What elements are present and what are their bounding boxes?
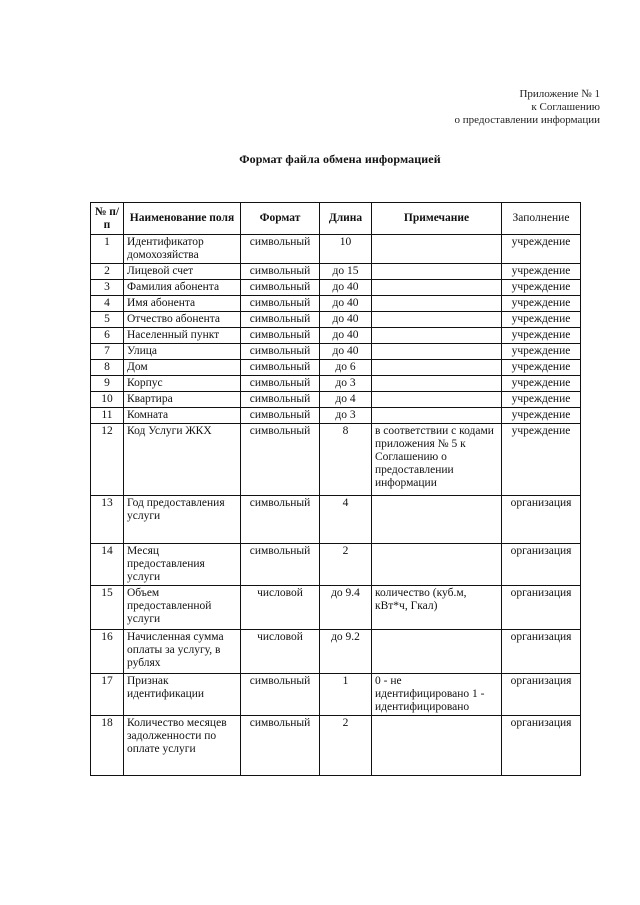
cell-format: числовой xyxy=(241,586,320,630)
cell-format: символьный xyxy=(241,716,320,776)
cell-format: символьный xyxy=(241,496,320,544)
cell-format: символьный xyxy=(241,392,320,408)
cell-num: 5 xyxy=(91,312,124,328)
cell-name: Код Услуги ЖКХ xyxy=(124,424,241,496)
cell-fill: организация xyxy=(502,586,581,630)
cell-name: Год предоставления услуги xyxy=(124,496,241,544)
cell-note xyxy=(372,376,502,392)
table-row xyxy=(91,280,581,296)
cell-length: до 9.4 xyxy=(320,586,372,630)
cell-note xyxy=(372,408,502,424)
cell-fill: учреждение xyxy=(502,235,581,264)
cell-num: 12 xyxy=(91,424,124,496)
header-format: Формат xyxy=(241,203,320,235)
cell-num: 4 xyxy=(91,296,124,312)
cell-length: до 40 xyxy=(320,312,372,328)
cell-format: символьный xyxy=(241,376,320,392)
cell-length: до 4 xyxy=(320,392,372,408)
cell-note xyxy=(372,496,502,544)
cell-num: 2 xyxy=(91,264,124,280)
cell-fill: организация xyxy=(502,716,581,776)
cell-length: до 40 xyxy=(320,280,372,296)
cell-length: 2 xyxy=(320,716,372,776)
header-num: № п/п xyxy=(91,203,124,235)
cell-fill: учреждение xyxy=(502,424,581,496)
cell-name: Количество месяцев задолженности по оплате услуги xyxy=(124,716,241,776)
cell-num: 17 xyxy=(91,674,124,716)
table-row xyxy=(91,360,581,376)
cell-note xyxy=(372,392,502,408)
format-table xyxy=(90,202,581,776)
cell-length: до 3 xyxy=(320,408,372,424)
cell-note xyxy=(372,716,502,776)
cell-num: 14 xyxy=(91,544,124,586)
cell-num: 3 xyxy=(91,280,124,296)
table-header-row xyxy=(91,203,581,235)
cell-length: до 9.2 xyxy=(320,630,372,674)
cell-format: символьный xyxy=(241,674,320,716)
cell-length: 8 xyxy=(320,424,372,496)
table-row xyxy=(91,408,581,424)
table-row xyxy=(91,586,581,630)
cell-name: Признак идентификации xyxy=(124,674,241,716)
cell-name: Улица xyxy=(124,344,241,360)
cell-note xyxy=(372,235,502,264)
table-row xyxy=(91,328,581,344)
header-note: Примечание xyxy=(372,203,502,235)
cell-format: символьный xyxy=(241,235,320,264)
cell-name: Населенный пункт xyxy=(124,328,241,344)
cell-fill: учреждение xyxy=(502,376,581,392)
cell-format: символьный xyxy=(241,424,320,496)
cell-fill: учреждение xyxy=(502,408,581,424)
cell-note xyxy=(372,328,502,344)
cell-name: Квартира xyxy=(124,392,241,408)
cell-name: Объем предоставленной услуги xyxy=(124,586,241,630)
table-row xyxy=(91,235,581,264)
cell-format: числовой xyxy=(241,630,320,674)
document-title: Формат файла обмена информацией xyxy=(239,152,441,166)
table-row xyxy=(91,630,581,674)
cell-num: 18 xyxy=(91,716,124,776)
cell-format: символьный xyxy=(241,328,320,344)
table-row xyxy=(91,496,581,544)
cell-fill: учреждение xyxy=(502,360,581,376)
cell-length: до 40 xyxy=(320,344,372,360)
cell-length: 1 xyxy=(320,674,372,716)
appendix-header xyxy=(455,88,600,127)
cell-note xyxy=(372,312,502,328)
cell-fill: учреждение xyxy=(502,344,581,360)
cell-name: Отчество абонента xyxy=(124,312,241,328)
cell-format: символьный xyxy=(241,296,320,312)
cell-fill: учреждение xyxy=(502,264,581,280)
cell-num: 11 xyxy=(91,408,124,424)
cell-fill: учреждение xyxy=(502,312,581,328)
cell-length: до 6 xyxy=(320,360,372,376)
cell-format: символьный xyxy=(241,264,320,280)
cell-fill: учреждение xyxy=(502,328,581,344)
cell-num: 13 xyxy=(91,496,124,544)
cell-name: Идентификатор домохозяйства xyxy=(124,235,241,264)
appendix-line-2: к Соглашению xyxy=(531,101,600,113)
cell-format: символьный xyxy=(241,408,320,424)
table-row xyxy=(91,376,581,392)
cell-num: 8 xyxy=(91,360,124,376)
header-fill: Заполнение xyxy=(502,203,581,235)
table-row xyxy=(91,392,581,408)
cell-note xyxy=(372,544,502,586)
cell-name: Дом xyxy=(124,360,241,376)
cell-fill: учреждение xyxy=(502,296,581,312)
table-row xyxy=(91,264,581,280)
cell-fill: организация xyxy=(502,674,581,716)
cell-note: количество (куб.м, кВт*ч, Гкал) xyxy=(372,586,502,630)
cell-format: символьный xyxy=(241,344,320,360)
cell-num: 15 xyxy=(91,586,124,630)
cell-name: Имя абонента xyxy=(124,296,241,312)
cell-note xyxy=(372,296,502,312)
cell-fill: учреждение xyxy=(502,280,581,296)
cell-format: символьный xyxy=(241,312,320,328)
cell-note xyxy=(372,630,502,674)
cell-note xyxy=(372,264,502,280)
cell-fill: учреждение xyxy=(502,392,581,408)
cell-name: Комната xyxy=(124,408,241,424)
header-name: Наименование поля xyxy=(124,203,241,235)
cell-name: Лицевой счет xyxy=(124,264,241,280)
cell-note: 0 - не идентифицировано 1 - идентифицировано xyxy=(372,674,502,716)
cell-name: Фамилия абонента xyxy=(124,280,241,296)
cell-note: в соответствии с кодами приложения № 5 к Соглашению о предоставлении информации xyxy=(372,424,502,496)
table-row xyxy=(91,424,581,496)
cell-num: 16 xyxy=(91,630,124,674)
table-row xyxy=(91,344,581,360)
table-body xyxy=(91,235,581,776)
cell-format: символьный xyxy=(241,360,320,376)
cell-num: 10 xyxy=(91,392,124,408)
cell-num: 6 xyxy=(91,328,124,344)
cell-note xyxy=(372,344,502,360)
cell-length: 10 xyxy=(320,235,372,264)
cell-fill: организация xyxy=(502,630,581,674)
cell-length: до 3 xyxy=(320,376,372,392)
cell-name: Месяц предоставления услуги xyxy=(124,544,241,586)
cell-format: символьный xyxy=(241,280,320,296)
cell-num: 9 xyxy=(91,376,124,392)
table-row xyxy=(91,716,581,776)
cell-length: до 40 xyxy=(320,296,372,312)
cell-name: Начисленная сумма оплаты за услугу, в рублях xyxy=(124,630,241,674)
cell-num: 7 xyxy=(91,344,124,360)
cell-length: до 15 xyxy=(320,264,372,280)
table-row xyxy=(91,312,581,328)
table-row xyxy=(91,296,581,312)
table-row xyxy=(91,544,581,586)
cell-note xyxy=(372,280,502,296)
cell-note xyxy=(372,360,502,376)
table-row xyxy=(91,674,581,716)
cell-fill: организация xyxy=(502,544,581,586)
cell-length: до 40 xyxy=(320,328,372,344)
cell-fill: организация xyxy=(502,496,581,544)
cell-length: 4 xyxy=(320,496,372,544)
appendix-line-1: Приложение № 1 xyxy=(519,88,600,100)
header-length: Длина xyxy=(320,203,372,235)
cell-num: 1 xyxy=(91,235,124,264)
cell-name: Корпус xyxy=(124,376,241,392)
cell-format: символьный xyxy=(241,544,320,586)
cell-length: 2 xyxy=(320,544,372,586)
appendix-line-3: о предоставлении информации xyxy=(454,114,600,126)
